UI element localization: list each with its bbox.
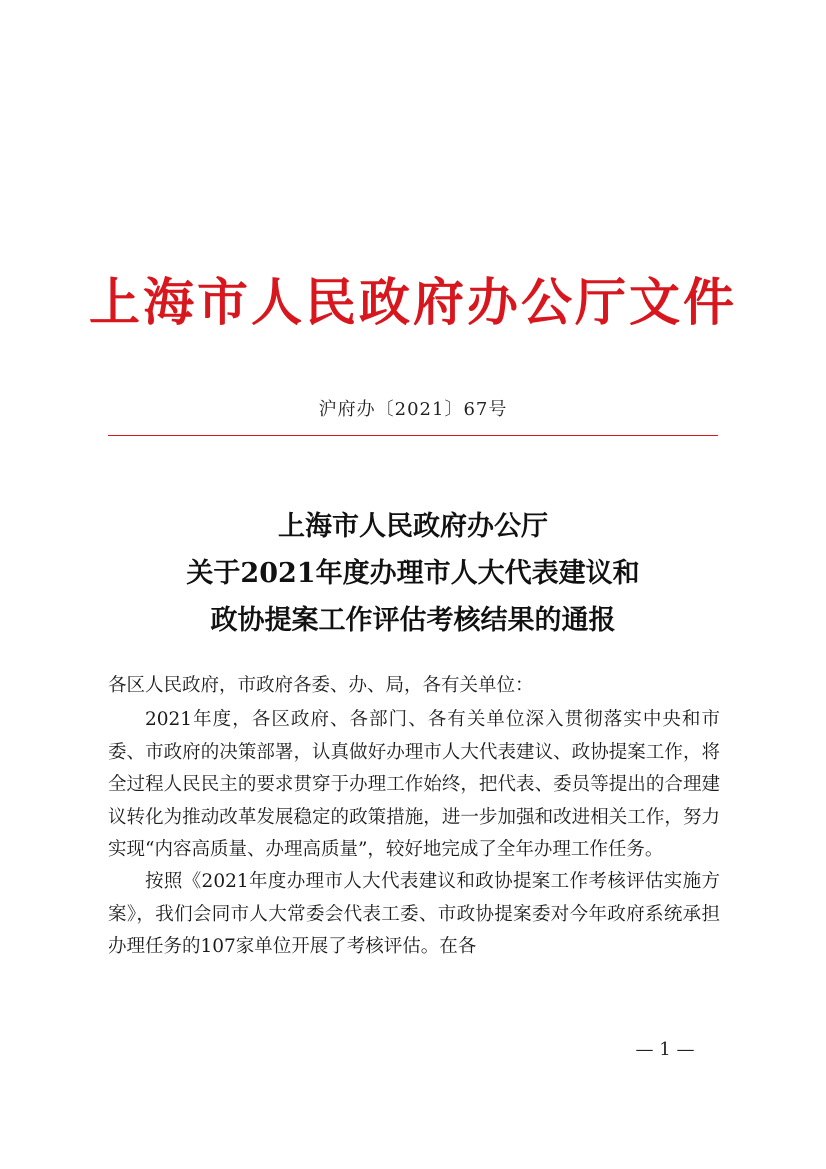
page-number: — 1 — — [635, 1039, 695, 1060]
issuing-authority-header: 上海市人民政府办公厅文件 — [88, 273, 737, 333]
salutation: 各区人民政府，市政府各委、办、局，各有关单位： — [108, 675, 534, 696]
body-paragraph-1: 2021年度，各区政府、各部门、各有关单位深入贯彻落实中央和市委、市政府的决策部署，认真做好办理市人大代表建议、政协提案工作，将全过程人民民主的要求贯穿于办理工作始终，把代表、委员等提出的合理建议转化为推动改革发展稳定的政策措施，进一步加强和改进相关工作，努力实现“内容高质量、办理高质量”，较好地完成了全年办理工作任务。 — [108, 709, 720, 861]
red-divider-line — [108, 435, 718, 436]
document-body — [108, 670, 720, 964]
title-line-3: 政协提案工作评估考核结果的通报 — [210, 605, 616, 636]
title-line-1: 上海市人民政府办公厅 — [278, 511, 548, 542]
document-title — [0, 503, 826, 644]
title-line-2: 关于2021年度办理市人大代表建议和 — [186, 558, 640, 589]
body-paragraph-2: 按照《2021年度办理市人大代表建议和政协提案工作考核评估实施方案》，我们会同市人大常委会代表工委、市政协提案委对今年政府系统承担办理任务的107家单位开展了考核评估。在各 — [108, 871, 720, 958]
document-number: 沪府办〔2021〕67号 — [318, 399, 508, 420]
